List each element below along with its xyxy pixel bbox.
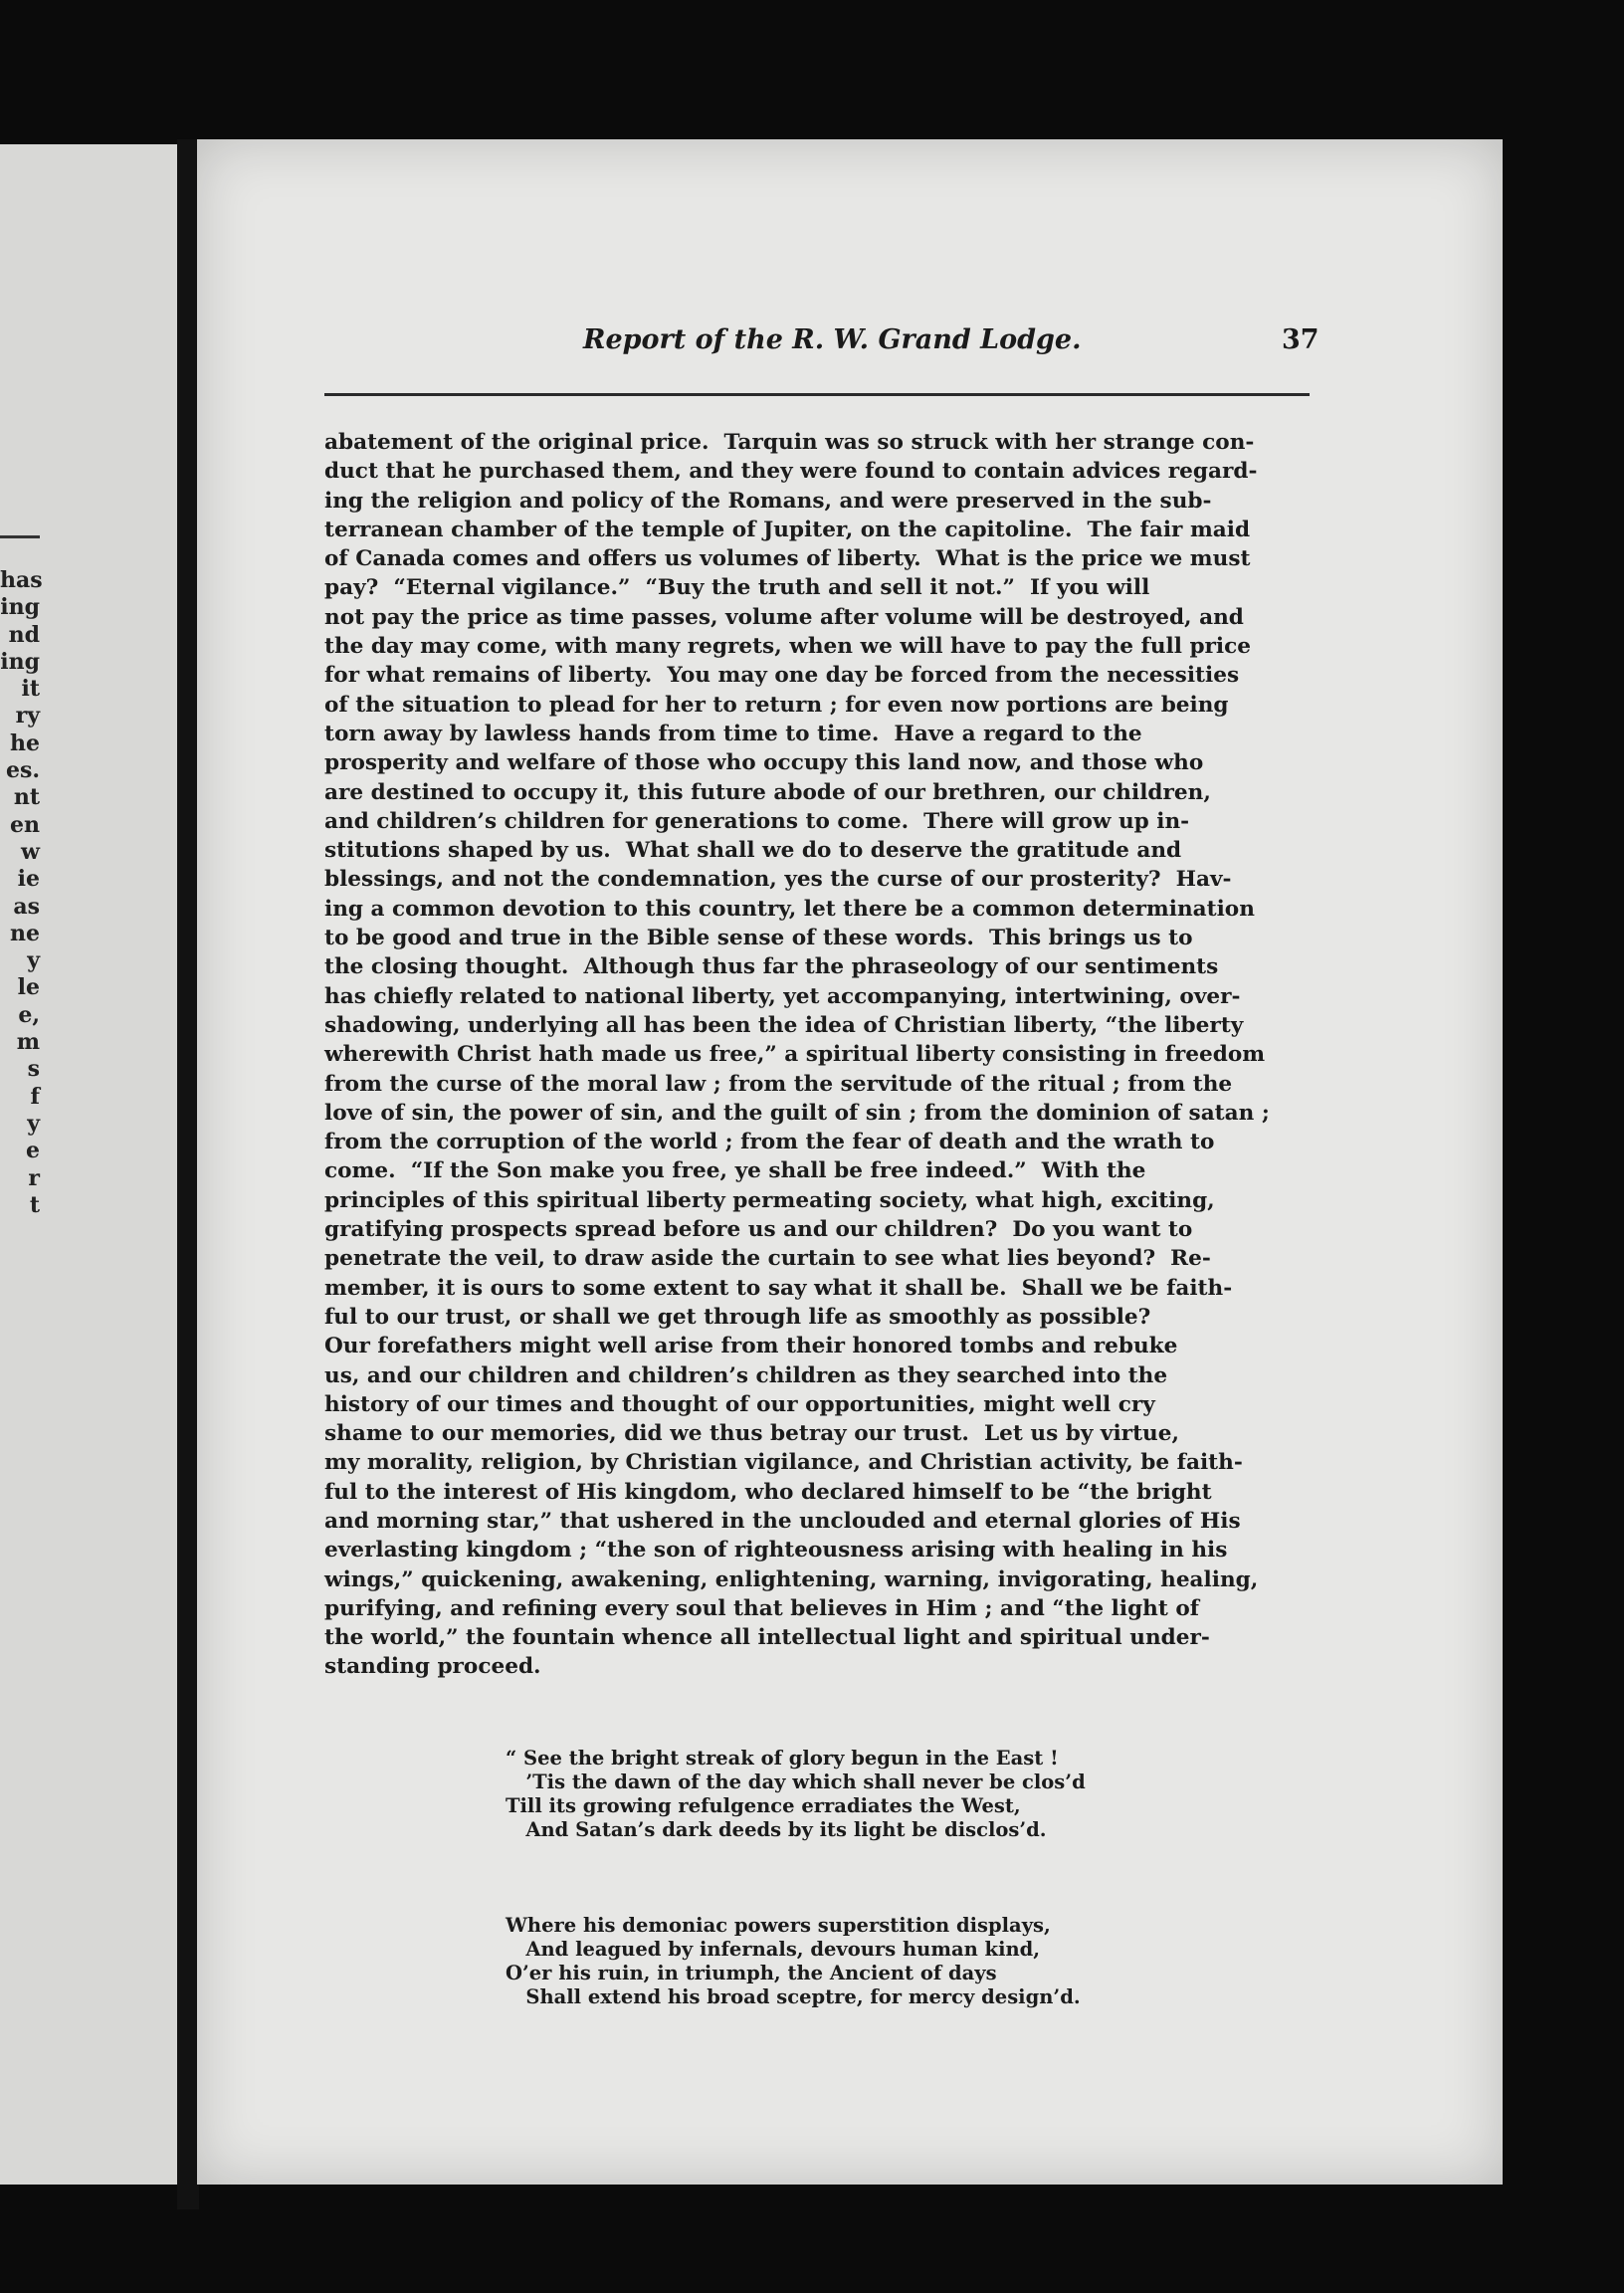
page-37 — [197, 139, 1503, 2185]
book-gutter — [177, 139, 199, 2209]
verse-quotation — [506, 1699, 1086, 2057]
facing-page-text-fragments: has ing nd ing it ry he es. nt en w ie as ne y le e, m s f y e r t — [0, 567, 43, 1218]
verse-stanza-2: Where his demoniac powers superstition displays, And leagued by infernals, devours human kind, O’er his ruin, in triumph, the Ancient of days Shall extend his broad sceptre, for mercy design’d. — [506, 1914, 1081, 2008]
facing-page-left — [0, 144, 179, 2185]
facing-page-head-rule — [0, 535, 40, 538]
body-paragraph: abatement of the original price. Tarquin was so struck with her strange con- duct that he purchased them, and they were found to contain advices regard- ing the religion and policy of the Romans, and were preserved in the sub- terranean chamber of the temple of Jupiter, on the capitoline. The fair maid of Canada comes and offers us volumes of liberty. What is the price we must pay? “Eternal vigilance.” “Buy the truth and sell it not.” If you will not pay the price as time passes, volume after volume will be destroyed, and the day may come, with many regrets, when we will have to pay the full price for what remains of liberty. You may one day be forced from the necessities of the situation to plead for her to return ; for even now portions are being torn away by lawless hands from time to time. Have a regard to the prosperity and welfare of those who occupy this land now, and those who are destined to occupy it, this future abode of our brethren, our children, and children’s children for generations to come. There will grow up in- stitutions shaped by us. What shall we do to deserve the gratitude and blessings, and not the condemnation, yes the curse of our prosterity? Hav- ing a common devotion to this country, let there be a common determination to be good and true in the Bible sense of these words. This brings us to the closing thought. Although thus far the phraseology of our sentiments has chiefly related to national liberty, yet accompanying, intertwining, over- shadowing, underlying all has been the idea of Christian liberty, “the liberty wherewith Christ hath made us free,” a spiritual liberty consisting in freedom from the curse of the moral law ; from the servitude of the ritual ; from the love of sin, the power of sin, and the guilt of sin ; from the dominion of satan ; from the corruption of the world ; from the fear of death and the wrath to come. “If the Son make you free, ye shall be free indeed.” With the principles of this spiritual liberty permeating society, what high, exciting, gratifying prospects spread before us and our children? Do you want to penetrate the veil, to draw aside the curtain to see what lies beyond? Re- member, it is ours to some extent to say what it shall be. Shall we be faith- ful to our trust, or shall we get through life as smoothly as possible? Our forefathers might well arise from their honored tombs and rebuke us, and our children and children’s children as they searched into the history of our times and thought of our opportunities, might well cry shame to our memories, did we thus betray our trust. Let us by virtue, my morality, religion, by Christian vigilance, and Christian activity, be faith- ful to the interest of His kingdom, who declared himself to be “the bright and morning star,” that ushered in the unclouded and eternal glories of His everlasting kingdom ; “the son of righteousness arising with healing in his wings,” quickening, awakening, enlightening, warning, invigorating, healing, purifying, and refining every soul that believes in Him ; and “the light of the world,” the fountain whence all intellectual light and spiritual under- standing proceed. — [324, 430, 1270, 1680]
page-number: 37 — [1282, 324, 1320, 355]
header-rule — [324, 393, 1310, 396]
running-head: Report of the R. W. Grand Lodge. — [583, 324, 1082, 355]
verse-stanza-1: “ See the bright streak of glory begun in the East ! ’Tis the dawn of the day which shall never be clos’d Till its growing refulgence erradiates the West, And Satan’s dark deeds by its light be disclos’d. — [506, 1747, 1086, 1841]
